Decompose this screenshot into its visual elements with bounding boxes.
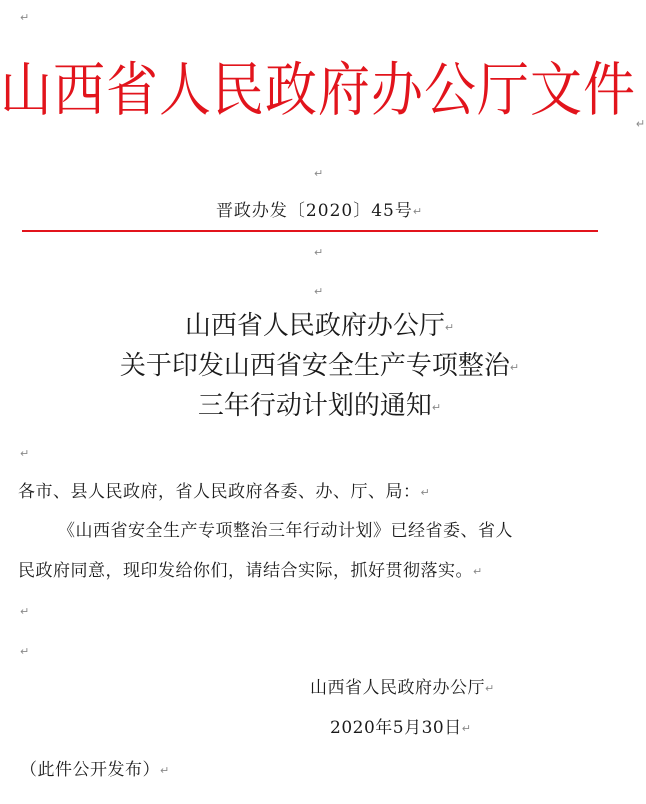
notice-title-line-3 xyxy=(0,386,639,426)
body-paragraph-text-2: 民政府同意，现印发给你们，请结合实际，抓好贯彻落实。 xyxy=(18,561,473,581)
paragraph-mark: ↵ xyxy=(314,167,324,180)
paragraph-mark: ↵ xyxy=(431,400,442,414)
body-paragraph-line-1 xyxy=(58,519,513,543)
issue-date-text: 2020年5月30日 xyxy=(330,718,462,738)
public-release-note xyxy=(20,758,170,782)
paragraph-mark: ↵ xyxy=(444,320,455,334)
paragraph-mark: ↵ xyxy=(20,447,30,460)
issue-date xyxy=(330,716,471,740)
document-number-text: 晋政办发〔2020〕45号 xyxy=(215,201,413,221)
issuer-text: 山西省人民政府办公厅 xyxy=(310,678,485,698)
paragraph-mark: ↵ xyxy=(20,645,30,658)
paragraph-mark: ↵ xyxy=(636,116,646,132)
notice-title-text-3: 三年行动计划的通知 xyxy=(197,391,432,421)
issuer-signature xyxy=(310,676,495,700)
paragraph-mark: ↵ xyxy=(412,205,424,218)
paragraph-mark: ↵ xyxy=(20,605,30,618)
paragraph-mark: ↵ xyxy=(160,764,170,777)
masthead-title xyxy=(0,52,646,132)
paragraph-mark: ↵ xyxy=(420,486,431,499)
paragraph-mark: ↵ xyxy=(485,682,495,695)
notice-title-text-2: 关于印发山西省安全生产专项整治 xyxy=(119,351,510,381)
paragraph-mark: ↵ xyxy=(461,722,472,735)
body-paragraph-text-1: 《山西省安全生产专项整治三年行动计划》已经省委、省人 xyxy=(58,521,513,541)
paragraph-mark: ↵ xyxy=(473,565,483,578)
notice-title-text-1: 山西省人民政府办公厅 xyxy=(184,311,445,341)
red-separator-line xyxy=(22,230,598,232)
paragraph-mark: ↵ xyxy=(509,360,520,374)
document-number xyxy=(0,196,639,221)
masthead-text: 山西省人民政府办公厅文件 xyxy=(0,57,637,125)
salutation-text: 各市、县人民政府，省人民政府各委、办、厅、局： xyxy=(18,482,421,502)
notice-title-line-2 xyxy=(0,346,639,386)
paragraph-mark: ↵ xyxy=(314,285,324,298)
body-paragraph-line-2 xyxy=(18,559,483,583)
salutation xyxy=(18,480,430,504)
paragraph-mark: ↵ xyxy=(314,246,324,259)
public-release-note-text: （此件公开发布） xyxy=(20,760,160,780)
notice-title-line-1 xyxy=(0,306,639,346)
paragraph-mark: ↵ xyxy=(20,11,30,24)
